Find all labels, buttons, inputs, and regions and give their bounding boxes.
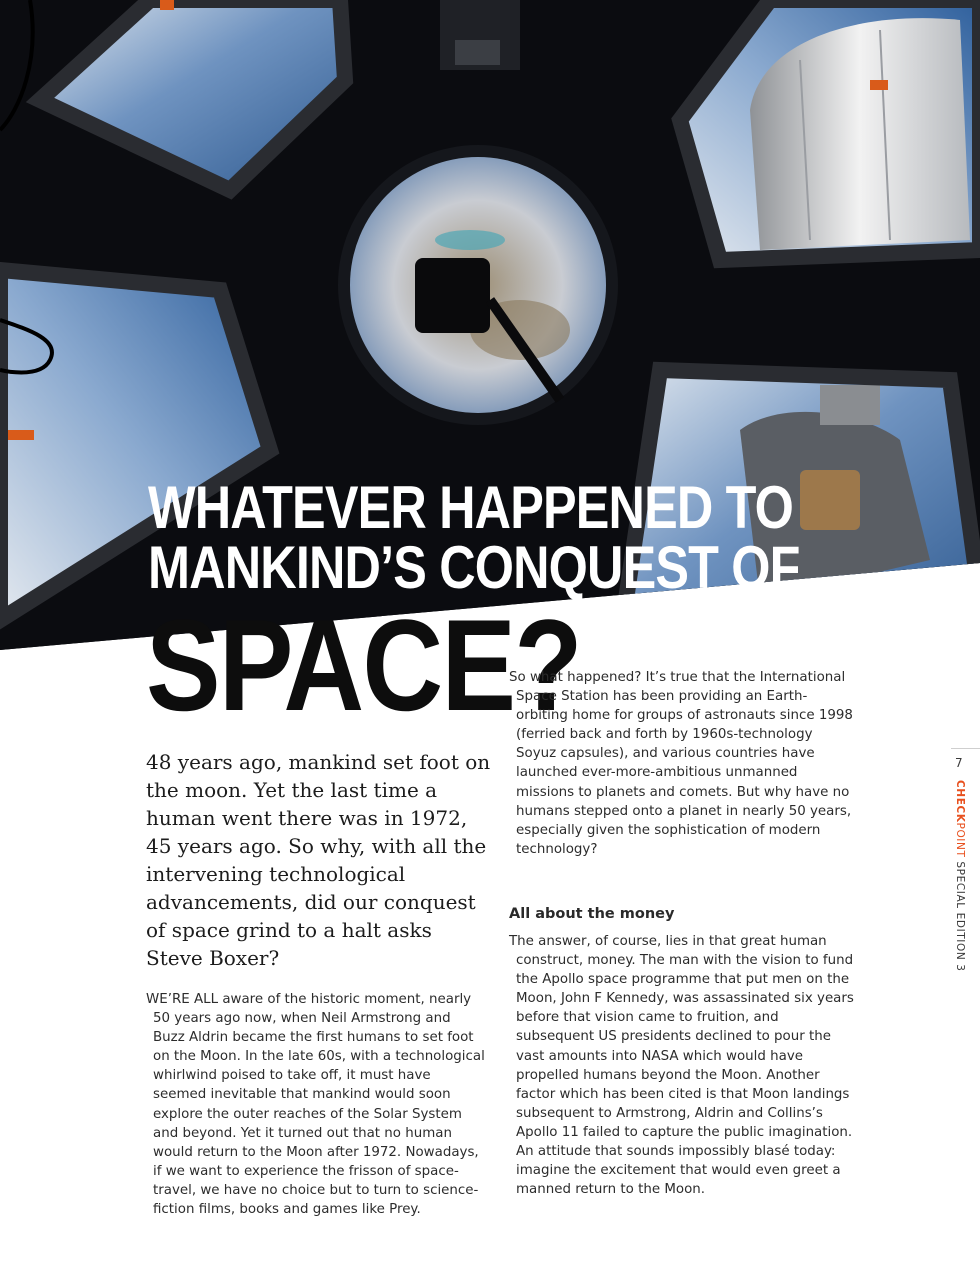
body-column-left (146, 990, 486, 1219)
headline-line-2: MANKIND’S CONQUEST OF (148, 534, 800, 601)
brand-check: CHECK (954, 780, 966, 823)
brand-point: POINT (954, 822, 966, 858)
headline-line-3: SPACE? (146, 592, 581, 738)
body-column-right-bottom (509, 932, 854, 1199)
folio-divider (951, 748, 980, 749)
subheading: All about the money (509, 906, 675, 922)
body-paragraph: WE’RE ALL aware of the historic moment, nearly 50 years ago now, when Neil Armstrong and Buzz Aldrin became the first humans to set foot on the Moon. In the late 60s, with a technological whirlwind poised to take off, it must have seemed inevitable that mankind would soon explore the outer reaches of the Solar System and beyond. Yet it turned out that no human would return to the Moon after 1972. Nowadays, if we want to experience the frisson of space-travel, we have no choice but to turn to science-fiction films, books and games like Prey. (146, 992, 485, 1218)
body-column-right-top (509, 668, 854, 859)
body-paragraph: The answer, of course, lies in that great human construct, money. The man with the vision to fund the Apollo space programme that put men on the Moon, John F Kennedy, was assassinated six years before that vision came to fruition, and subsequent US presidents declined to pour the vast amounts into NASA which would have propelled humans beyond the Moon. Another factor which has been cited is that Moon landings subsequent to Armstrong, Aldrin and Collins’s Apollo 11 failed to capture the public imagination. An attitude that sounds impossibly blasé today: imagine the excitement that would even greet a manned return to the Moon. (509, 934, 854, 1198)
headline-line-1: WHATEVER HAPPENED TO (148, 474, 794, 541)
standfirst: 48 years ago, mankind set foot on the moon. Yet the last time a human went there was in 1972, 45 years ago. So why, with all the intervening technological advancements, did our conquest of space grind to a halt asks Steve Boxer? (146, 750, 491, 970)
edition-label: SPECIAL EDITION 3 (954, 857, 966, 972)
page-number: 7 (955, 756, 963, 770)
body-paragraph: So what happened? It’s true that the International Space Station has been providing an Earth-orbiting home for groups of astronauts since 1998 (ferried back and forth by 1960s-technology Soyuz capsules), and various countries have launched ever-more-ambitious unmanned missions to planets and comets. But why have no humans stepped onto a planet in nearly 50 years, especially given the sophistication of modern technology? (509, 670, 853, 857)
magazine-running-title (952, 780, 966, 972)
camera-silhouette (415, 258, 490, 333)
